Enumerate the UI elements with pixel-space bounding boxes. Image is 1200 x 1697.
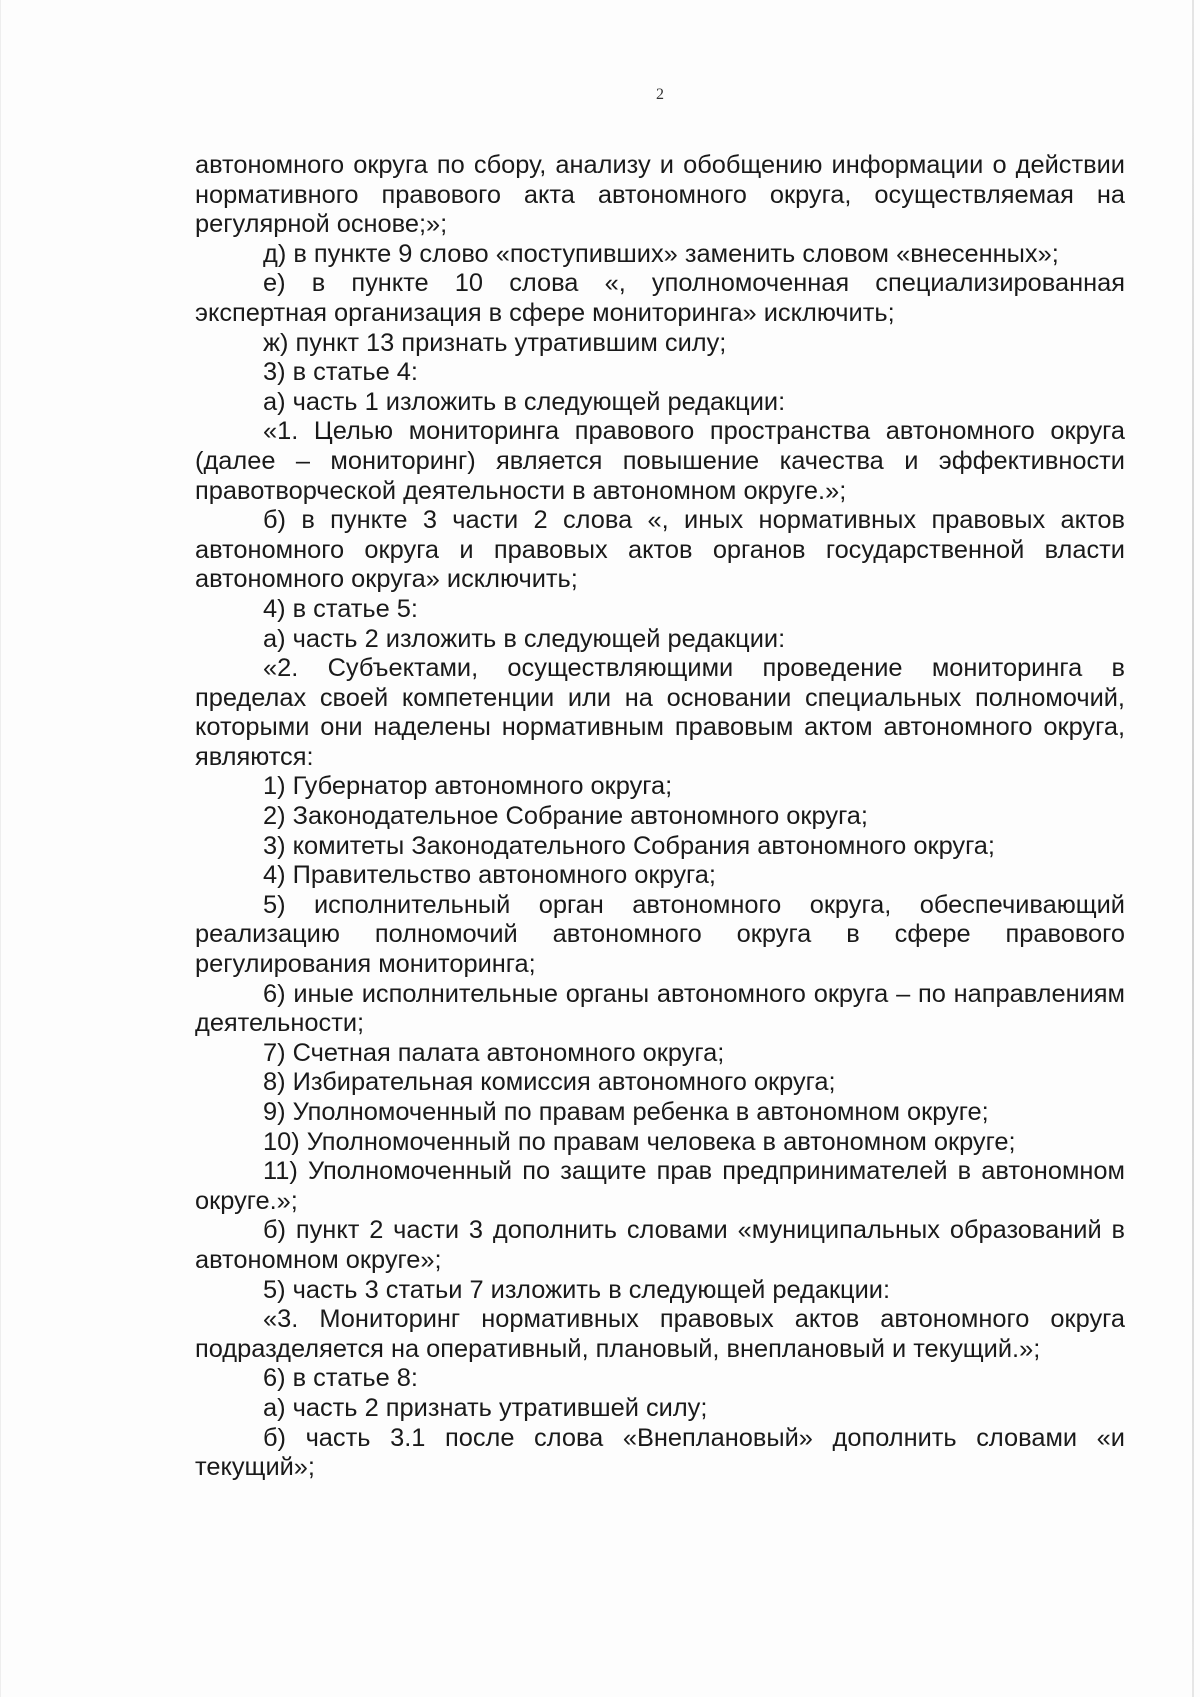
paragraph: 3) в статье 4: xyxy=(263,358,418,387)
paragraph: 6) иные исполнительные органы автономного округа – по направлениям деятельности; xyxy=(195,979,1125,1038)
paragraph: а) часть 1 изложить в следующей редакции: xyxy=(263,387,786,416)
paragraph: е) в пункте 10 слова «, уполномоченная специализированная экспертная организация в сфере мониторинга» исключить; xyxy=(195,269,1125,327)
page-left-edge xyxy=(0,0,1,1697)
paragraph: 4) Правительство автономного округа; xyxy=(263,861,716,890)
paragraph: «1. Целью мониторинга правового пространства автономного округа (далее – мониторинг) является повышение качества и эффективности правотворческой деятельности в автономном округе.»; xyxy=(195,417,1125,505)
paragraph: 2) Законодательное Собрание автономного округа; xyxy=(263,802,868,831)
paragraph: 10) Уполномоченный по правам человека в автономном округе; xyxy=(263,1127,1016,1156)
paragraph: 5) исполнительный орган автономного округа, обеспечивающий реализацию полномочий автономного округа в сфере правового регулирования мониторинга; xyxy=(195,890,1125,979)
paragraph: «2. Субъектами, осуществляющими проведение мониторинга в пределах своей компетенции или на основании специальных полномочий, которыми они наделены нормативным правовым актом автономного округа, являются: xyxy=(195,654,1125,771)
document-body xyxy=(195,151,1125,1483)
page-number: 2 xyxy=(656,86,664,103)
paragraph: 5) часть 3 статьи 7 изложить в следующей редакции: xyxy=(263,1275,891,1304)
paragraph: б) пункт 2 части 3 дополнить словами «муниципальных образований в автономном округе»; xyxy=(195,1216,1125,1274)
paragraph: 1) Губернатор автономного округа; xyxy=(263,772,673,801)
paragraph: 7) Счетная палата автономного округа; xyxy=(263,1038,725,1067)
paragraph: 8) Избирательная комиссия автономного округа; xyxy=(263,1068,836,1097)
paragraph: автономного округа по сбору, анализу и обобщению информации о действии нормативного правового акта автономного округа, осуществляемая на регулярной основе;»; xyxy=(195,151,1125,239)
paragraph: а) часть 2 изложить в следующей редакции: xyxy=(263,624,786,653)
paragraph: 11) Уполномоченный по защите прав предпринимателей в автономном округе.»; xyxy=(195,1157,1125,1215)
paragraph: а) часть 2 признать утратившей силу; xyxy=(263,1393,708,1422)
page-right-edge xyxy=(1192,0,1194,1697)
paragraph: 9) Уполномоченный по правам ребенка в автономном округе; xyxy=(263,1098,989,1126)
paragraph: д) в пункте 9 слово «поступивших» заменить словом «внесенных»; xyxy=(263,239,1059,268)
paragraph: б) часть 3.1 после слова «Внеплановый» дополнить словами «и текущий»; xyxy=(195,1423,1125,1482)
paragraph: ж) пункт 13 признать утратившим силу; xyxy=(263,328,727,357)
paragraph: 6) в статье 8: xyxy=(263,1364,418,1393)
paragraph: 3) комитеты Законодательного Собрания автономного округа; xyxy=(263,831,995,860)
paragraph: 4) в статье 5: xyxy=(263,594,418,623)
paragraph: «3. Мониторинг нормативных правовых актов автономного округа подразделяется на оперативный, плановый, внеплановый и текущий.»; xyxy=(195,1305,1125,1363)
paragraph: б) в пункте 3 части 2 слова «, иных нормативных правовых актов автономного округа и правовых актов органов государственной власти автономного округа» исключить; xyxy=(195,506,1125,594)
